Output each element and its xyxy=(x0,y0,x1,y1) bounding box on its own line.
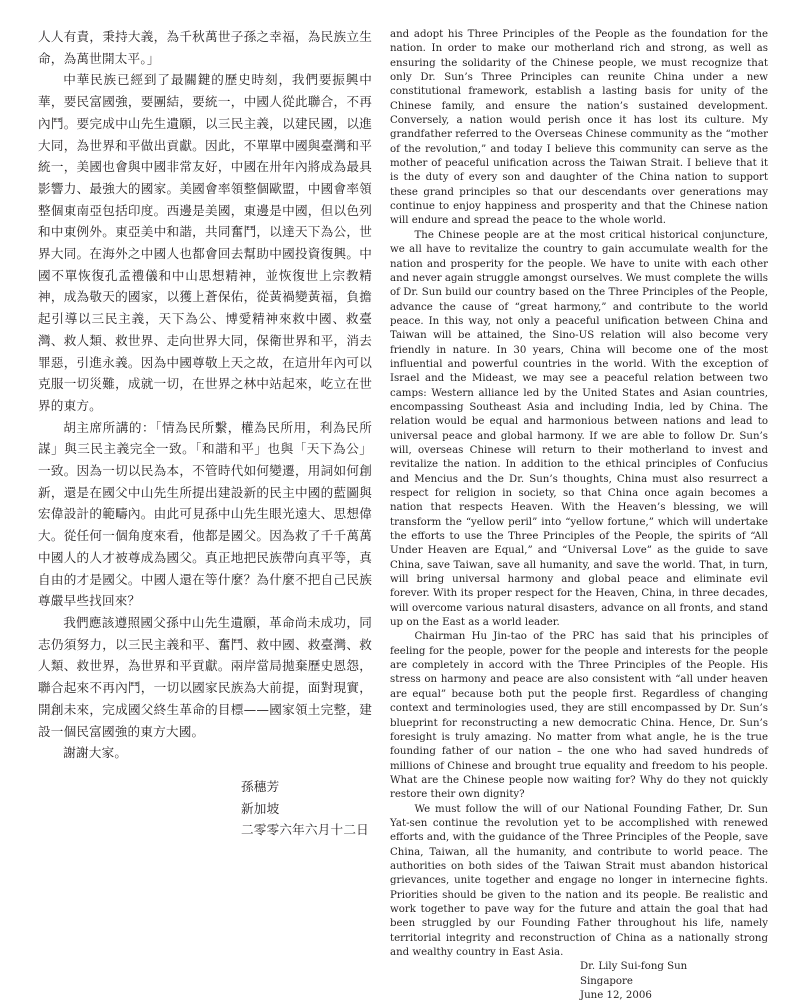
english-signature-place: Singapore xyxy=(580,975,633,987)
english-paragraph-2: The Chinese people are at the most critical historical conjuncture, we all have to revitalize the country to gain accumulate wealth for the nation and prosperity for the people. We have to unite with each other and never again struggle amongst ourselves. We must complete the wills of Dr. Sun build our country based on the Three Principles of the People, advance the cause of “great harmony,” and contribute to the world peace. In this way, not only a peaceful unification between China and Taiwan will be attained, the Sino-US relation will also become very friendly in nature. In 30 years, China will become one of the most influential and powerful countries in the world. With the exception of Israel and the Mideast, we may see a peaceful relation between two camps: Western alliance led by the United States and Asian countries, encompassing Southeast Asia and including India, led by China. The relation would be equal and harmonious between nations and lead to universal peace and global harmony. If we are able to follow Dr. Sun’s will, overseas Chinese will return to their motherland to invest and revitalize the nation. In addition to the ethical principles of Confucius and Mencius and the Dr. Sun’s thoughts, China must also resurrect a respect for religion in society, so that China once again becomes a nation that respects Heaven. With the Heaven’s blessing, we will transform the “yellow peril” into “yellow fortune,” which will undertake the efforts to use the Three Principles of the People, the spirits of “All Under Heaven are Equal,” and “Universal Love” as the guide to save China, save Taiwan, save all humanity, and save the world. That, in turn, will bring universal harmony and global peace and eliminate evil forever. With its proper respect for the Heaven, China, in three decades, will overcome various natural disasters, advance on all fronts, and stand up on the East as a world leader. xyxy=(390,229,769,629)
chinese-paragraph-2: 中華民族已經到了最關鍵的歷史時刻，我們要振興中華，要民富國強，要團結，要統一，中國人從此聯合，不再內鬥。要完成中山先生遺願，以三民主義，以建民國，以進大同，為世界和平做出貢獻。因此，不單單中國與臺灣和平統一，美國也會與中國非常友好，中國在卅年內將成為最具影響力、最強大的國家。美國會率領整個歐盟，中國會率領整個東南亞包括印度。西邊是美國，東邊是中國，但以色列和中東例外。東亞美中和諧，共同奮鬥，以達天下為公，世界大同。在海外之中國人也都會回去幫助中國投資復興。中國不單恢復孔孟禮儀和中山思想精神，並恢復世上宗教精神，成為敬天的國家，以獲上蒼保佑，從黃禍變黃福，負擔起引導以三民主義，天下為公、博愛精神來救中國、救臺灣、救人類、救世界、走向世界大同，保衛世界和平，消去罪惡，引進永義。因為中國尊敬上天之故，在這卅年內可以克服一切災難，成就一切，在世界之林中站起來，屹立在世界的東方。 xyxy=(38,72,372,413)
chinese-signature-name: 孫穗芳 xyxy=(241,778,280,794)
english-paragraph-1: and adopt his Three Principles of the People as the foundation for the nation. In order to make our motherland rich and strong, as well as ensuring the solidarity of the Chinese people, we must recognize that only Dr. Sun’s Three Principles can reunite China under a new constitutional framework, establish a lasting basis for unity of the Chinese family, and ensure the nation’s sustained development. Conversely, a nation would perish once it has lost its culture. My grandfather referred to the Overseas Chinese community as the “mother of the revolution,” and today I believe this community can serve as the mother of peaceful unification across the Taiwan Strait. I believe that it is the duty of every son and daughter of the China nation to support these grand principles so that our descendants over generations may continue to enjoy happiness and prosperity and that the Chinese nation will endure and spread the peace to the whole world. xyxy=(390,29,768,227)
english-paragraph-3: Chairman Hu Jin-tao of the PRC has said that his principles of feeling for the people, power for the people and interests for the people are completely in accord with the Three Principles of the People. His stress on harmony and peace are also consistent with “all under heaven are equal” because both put the people first. Regardless of changing context and terminologies used, they are still encompassed by Dr. Sun’s blueprint for reconstructing a new democratic China. Hence, Dr. Sun’s foresight is truly amazing. No matter from what angle, he is the true founding father of our nation – the one who had saved hundreds of millions of Chinese and brought true equality and freedom to his people. What are the Chinese people now waiting for? Why do they not quickly restore their own dignity? xyxy=(390,631,768,801)
chinese-paragraph-1: 人人有責，秉持大義，為千秋萬世子孫之幸福，為民族立生命，為萬世開太平。」 xyxy=(38,29,372,66)
chinese-paragraph-5: 謝謝大家。 xyxy=(63,745,128,761)
chinese-signature-date: 二零零六年六月十二日 xyxy=(241,822,369,838)
english-signature-name: Dr. Lily Sui-fong Sun xyxy=(580,961,688,973)
chinese-signature-block xyxy=(241,776,372,841)
chinese-paragraph-3: 胡主席所講的：「情為民所繫，權為民所用，利為民所謀」與三民主義完全一致。「和諧和平」也與「天下為公」一致。因為一切以民為本，不管時代如何變遷，用詞如何創新，還是在國父中山先生所提出建設新的民主中國的藍圖與宏偉設計的範疇內。由此可見孫中山先生眼光遠大、思想偉大。從任何一個角度來看，他都是國父。因為救了千千萬萬中國人的人才被尊成為國父。真正地把民族帶向真平等，真自由的才是國父。中國人還在等什麼？為什麼不把自己民族尊嚴早些找回來？ xyxy=(38,419,372,609)
english-signature-date: June 12, 2006 xyxy=(580,990,652,1002)
chinese-text-column xyxy=(38,26,372,841)
english-text-column xyxy=(390,28,768,1003)
english-paragraph-4: We must follow the will of our National Founding Father, Dr. Sun Yat-sen continue the revolution yet to be accomplished with renewed efforts and, with the guidance of the Three Principles of the People, save China, Taiwan, all the humanity, and contribute to world peace. The authorities on both sides of the Taiwan Strait must abandon historical grievances, unite together and engage no longer in internecine fights. Priorities should be given to the nation and its people. Be realistic and work together to pave way for the future and attain the goal that had been struggled by our Founding Father throughout his life, namely territorial integrity and reconstruction of China as a nationally strong and wealthy country in East Asia. xyxy=(390,803,768,958)
chinese-signature-place: 新加坡 xyxy=(241,800,280,816)
chinese-paragraph-4: 我們應該遵照國父孫中山先生遺願，革命尚未成功，同志仍須努力，以三民主義和平、奮鬥、救中國、救臺灣、救人類、救世界，為世界和平貢獻。兩岸當局拋棄歷史恩怨，聯合起來不再內鬥，一切以國家民族為大前提，面對現實，開創未來，完成國父終生革命的目標——國家領土完整，建設一個民富國強的東方大國。 xyxy=(38,614,372,739)
english-signature-block xyxy=(580,960,768,1003)
